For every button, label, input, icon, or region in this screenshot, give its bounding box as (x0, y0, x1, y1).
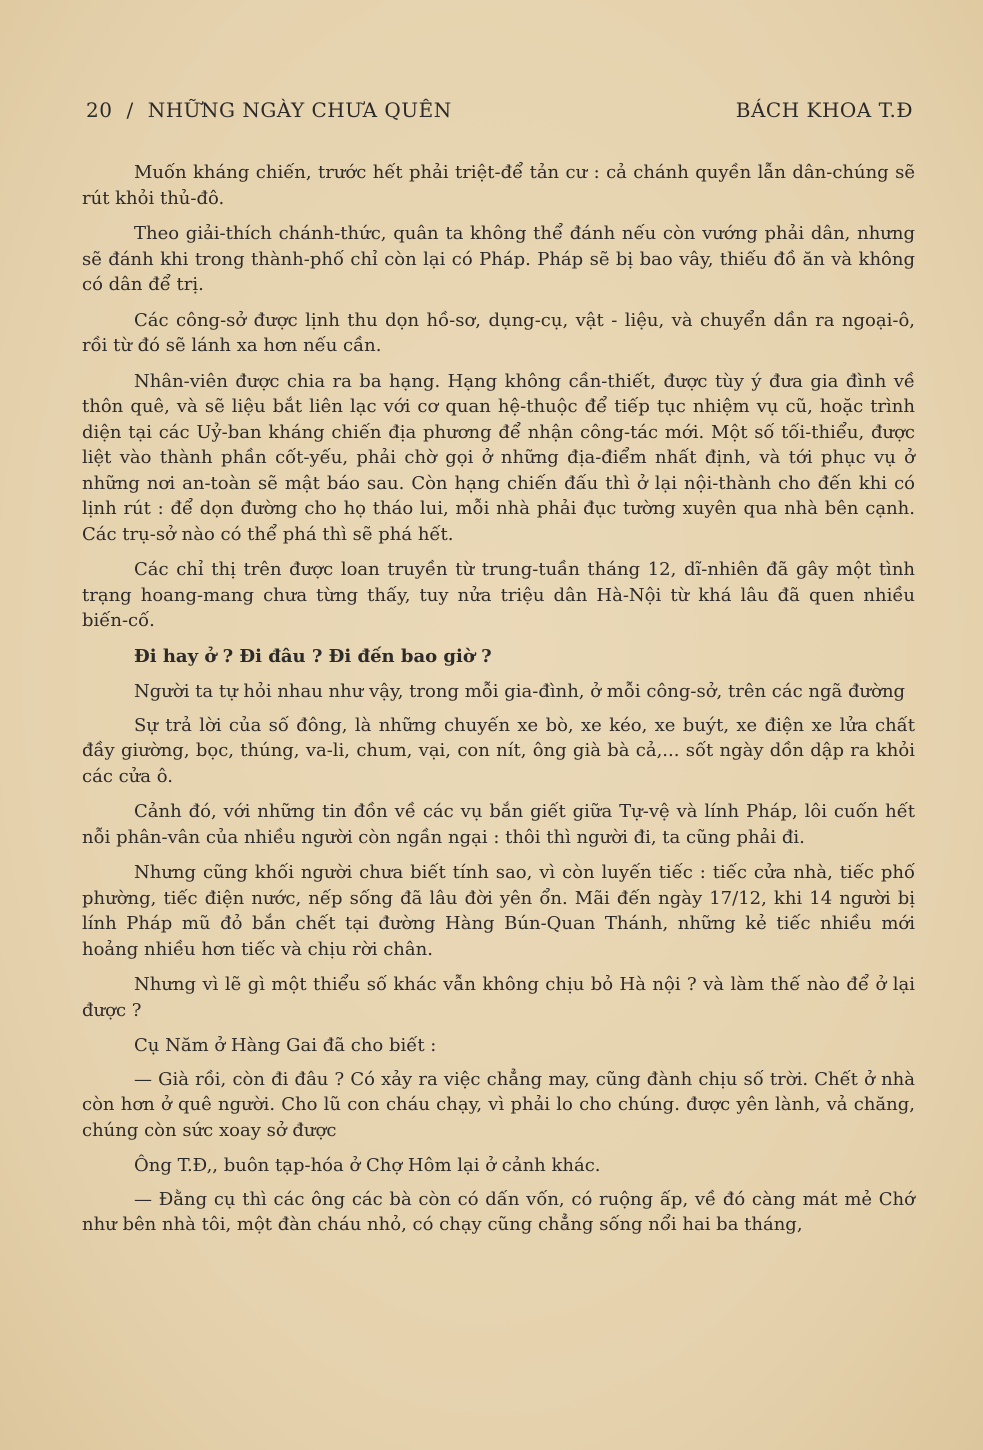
paragraph: Các công-sở được lịnh thu dọn hồ-sơ, dụng-cụ, vật - liệu, và chuyển dần ra ngoại-ô, rồi từ đó sẽ lánh xa hơn nếu cần. (82, 309, 915, 356)
paragraph: Cảnh đó, với những tin đồn về các vụ bắn giết giữa Tự-vệ và lính Pháp, lôi cuốn hết nỗi phân-vân của nhiều người còn ngần ngại : thôi thì người đi, ta cũng phải đi. (82, 801, 915, 848)
paragraph: Cụ Năm ở Hàng Gai đã cho biết : (134, 1035, 437, 1056)
paragraph: Nhưng cũng khối người chưa biết tính sao, vì còn luyến tiếc : tiếc cửa nhà, tiếc phố phường, tiếc điện nước, nếp sống đã lâu đời yên ổn. Mãi đến ngày 17/12, khi 14 người bị lính Pháp mũ đỏ bắn chết tại đường Hàng Bún-Quan Thánh, những kẻ tiếc nhiều mới hoảng nhiều hơn tiếc và chịu rời chân. (82, 862, 915, 960)
paragraph: Sự trả lời của số đông, là những chuyến xe bò, xe kéo, xe buýt, xe điện xe lửa chất đầy giường, bọc, thúng, va-li, chum, vại, con nít, ông già bà cả,... sốt ngày dồn dập ra khỏi các cửa ô. (82, 714, 915, 787)
paragraph: Muốn kháng chiến, trước hết phải triệt-để tản cư : cả chánh quyền lẫn dân-chúng sẽ rút khỏi thủ-đô. (82, 162, 915, 209)
paragraph: Nhân-viên được chia ra ba hạng. Hạng không cần-thiết, được tùy ý đưa gia đình về thôn quê, và sẽ liệu bắt liên lạc với cơ quan hệ-thuộc để tiếp tục nhiệm vụ cũ, hoặc trình diện tại các Uỷ-ban kháng chiến địa phương để nhận công-tác mới. Một số tối-thiểu, được liệt vào thành phần cốt-yếu, phải chờ gọi ở những địa-điểm nhất định, và tới phục vụ ở những nơi an-toàn sẽ mật báo sau. Còn hạng chiến đấu thì ở lại nội-thành cho đến khi có lịnh rút : để dọn đường cho họ tháo lui, mỗi nhà phải đục tường xuyên qua nhà bên cạnh. Các trụ-sở nào có thể phá thì sẽ phá hết. (82, 370, 915, 545)
article-body (82, 160, 915, 1248)
paragraph: Các chỉ thị trên được loan truyền từ trung-tuần tháng 12, dĩ-nhiên đã gây một tình trạng hoang-mang chưa từng thấy, tuy nửa triệu dân Hà-Nội từ khá lâu đã quen nhiều biến-cố. (82, 559, 915, 631)
page-header (86, 98, 913, 128)
page-number: 20 (86, 98, 113, 122)
paragraph-dialogue: — Đằng cụ thì các ông các bà còn có dấn vốn, có ruộng ấp, về đó càng mát mẻ Chớ như bên nhà tôi, một đàn cháu nhỏ, có chạy cũng chẳng sống nổi hai ba tháng, (82, 1188, 915, 1235)
paragraph: Nhưng vì lẽ gì một thiểu số khác vẫn không chịu bỏ Hà nội ? và làm thế nào để ở lại được ? (82, 974, 915, 1021)
publication-name: BÁCH KHOA T.Đ (735, 98, 913, 122)
paragraph: Ông T.Đ,, buôn tạp-hóa ở Chợ Hôm lại ở cảnh khác. (134, 1155, 601, 1176)
running-title: NHỮNG NGÀY CHƯA QUÊN (147, 98, 452, 122)
paragraph-dialogue: — Già rồi, còn đi đâu ? Có xảy ra việc chẳng may, cũng đành chịu số trời. Chết ở nhà còn hơn ở quê người. Cho lũ con cháu chạy, vì phải lo cho chúng. được yên lành, vả chăng, chúng còn sức xoay sở được (82, 1068, 915, 1141)
paragraph-question: Đi hay ở ? Đi đâu ? Đi đến bao giờ ? (134, 645, 492, 667)
header-separator: / (126, 98, 134, 122)
paragraph: Theo giải-thích chánh-thức, quân ta không thể đánh nếu còn vướng phải dân, nhưng sẽ đánh khi trong thành-phố chỉ còn lại có Pháp. Pháp sẽ bị bao vây, thiếu đồ ăn và không có dân để trị. (82, 223, 915, 295)
paragraph: Người ta tự hỏi nhau như vậy, trong mỗi gia-đình, ở mỗi công-sở, trên các ngã đường (134, 681, 906, 702)
